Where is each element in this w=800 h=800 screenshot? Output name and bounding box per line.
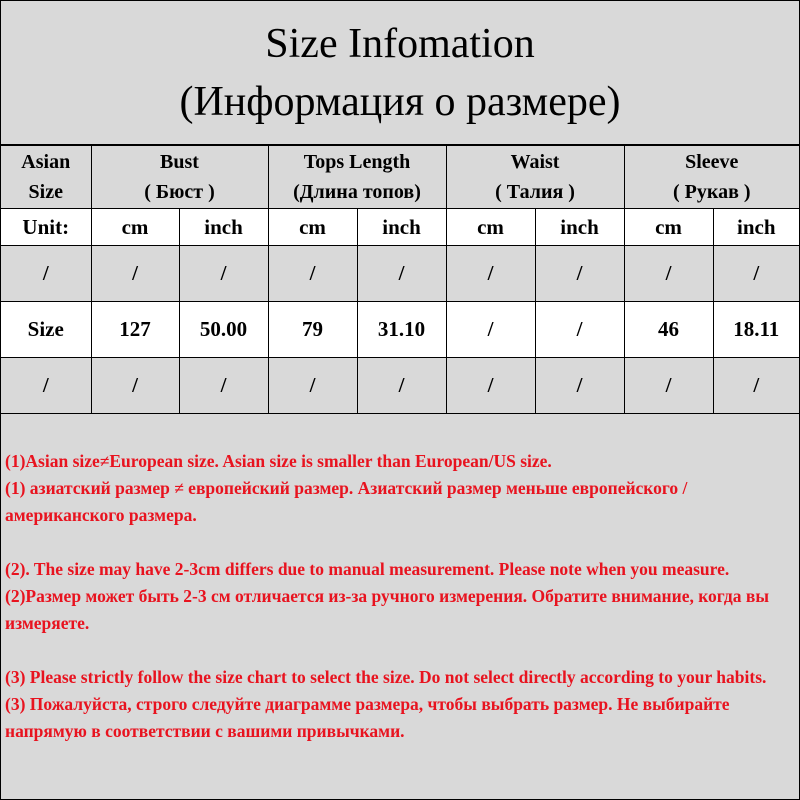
table-cell: 50.00	[179, 302, 268, 358]
table-row	[1, 302, 799, 358]
table-row	[1, 246, 799, 302]
unit-cell: cm	[91, 209, 179, 246]
header-sleeve	[624, 146, 799, 209]
table-cell: /	[268, 246, 357, 302]
header-label: (Длина топов)	[293, 181, 421, 203]
unit-cell: Unit:	[1, 209, 91, 246]
header-label: ( Талия )	[495, 181, 575, 203]
header-waist	[446, 146, 624, 209]
header-label: Tops Length	[303, 151, 411, 173]
note-1-english: (1)Asian size≠European size. Asian size is smaller than European/US size.	[5, 451, 552, 471]
header-label: Sleeve	[685, 151, 739, 173]
table-cell: 46	[624, 302, 713, 358]
note-2-english: (2). The size may have 2-3cm differs due to manual measurement. Please note when you measure.	[5, 559, 730, 579]
table-cell: /	[535, 358, 624, 414]
title-english: Size Infomation	[265, 20, 535, 67]
table-row	[1, 358, 799, 414]
header-label: Asian	[21, 151, 71, 173]
table-cell: /	[268, 358, 357, 414]
unit-cell: inch	[713, 209, 799, 246]
header-label: ( Бюст )	[144, 181, 215, 203]
size-table	[1, 145, 799, 414]
header-label: Size	[28, 181, 63, 203]
table-cell: 31.10	[357, 302, 446, 358]
header-label: Waist	[510, 151, 560, 173]
spacer	[5, 529, 795, 556]
header-asian-size	[1, 146, 91, 209]
table-cell: /	[446, 246, 535, 302]
header-bust	[91, 146, 268, 209]
table-cell: 79	[268, 302, 357, 358]
table-cell: Size	[1, 302, 91, 358]
table-cell: 18.11	[713, 302, 799, 358]
unit-cell: cm	[268, 209, 357, 246]
note-3-english: (3) Please strictly follow the size chart to select the size. Do not select directly according to your habits.	[5, 667, 767, 687]
table-cell: /	[624, 358, 713, 414]
table-cell: /	[179, 358, 268, 414]
unit-cell: cm	[446, 209, 535, 246]
note-1-russian: (1) азиатский размер ≠ европейский размер. Азиатский размер меньше европейского / американского размера.	[5, 478, 688, 525]
title-russian: (Информация о размере)	[179, 78, 621, 125]
unit-cell: inch	[535, 209, 624, 246]
notes-section	[1, 414, 799, 745]
unit-cell: inch	[357, 209, 446, 246]
table-cell: /	[535, 246, 624, 302]
table-cell: /	[91, 246, 179, 302]
unit-cell: inch	[179, 209, 268, 246]
note-3-russian: (3) Пожалуйста, строго следуйте диаграмме размера, чтобы выбрать размер. Не выбирайте напрямую в соответствии с вашими привычками.	[5, 694, 730, 741]
header-label: ( Рукав )	[672, 181, 751, 203]
table-cell: /	[535, 302, 624, 358]
table-cell: /	[713, 246, 799, 302]
table-cell: /	[1, 246, 91, 302]
note-2-russian: (2)Размер может быть 2-3 см отличается из-за ручного измерения. Обратите внимание, когда вы измеряете.	[5, 586, 769, 633]
table-cell: /	[91, 358, 179, 414]
header-row	[1, 146, 799, 209]
header-tops-length	[268, 146, 446, 209]
table-cell: 127	[91, 302, 179, 358]
table-cell: /	[179, 246, 268, 302]
title-block	[1, 1, 799, 145]
unit-cell: cm	[624, 209, 713, 246]
table-cell: /	[446, 302, 535, 358]
table-cell: /	[1, 358, 91, 414]
spacer	[5, 637, 795, 664]
table-cell: /	[624, 246, 713, 302]
header-label: Bust	[160, 151, 199, 173]
unit-row	[1, 209, 799, 246]
table-cell: /	[357, 246, 446, 302]
table-cell: /	[446, 358, 535, 414]
table-cell: /	[713, 358, 799, 414]
table-cell: /	[357, 358, 446, 414]
